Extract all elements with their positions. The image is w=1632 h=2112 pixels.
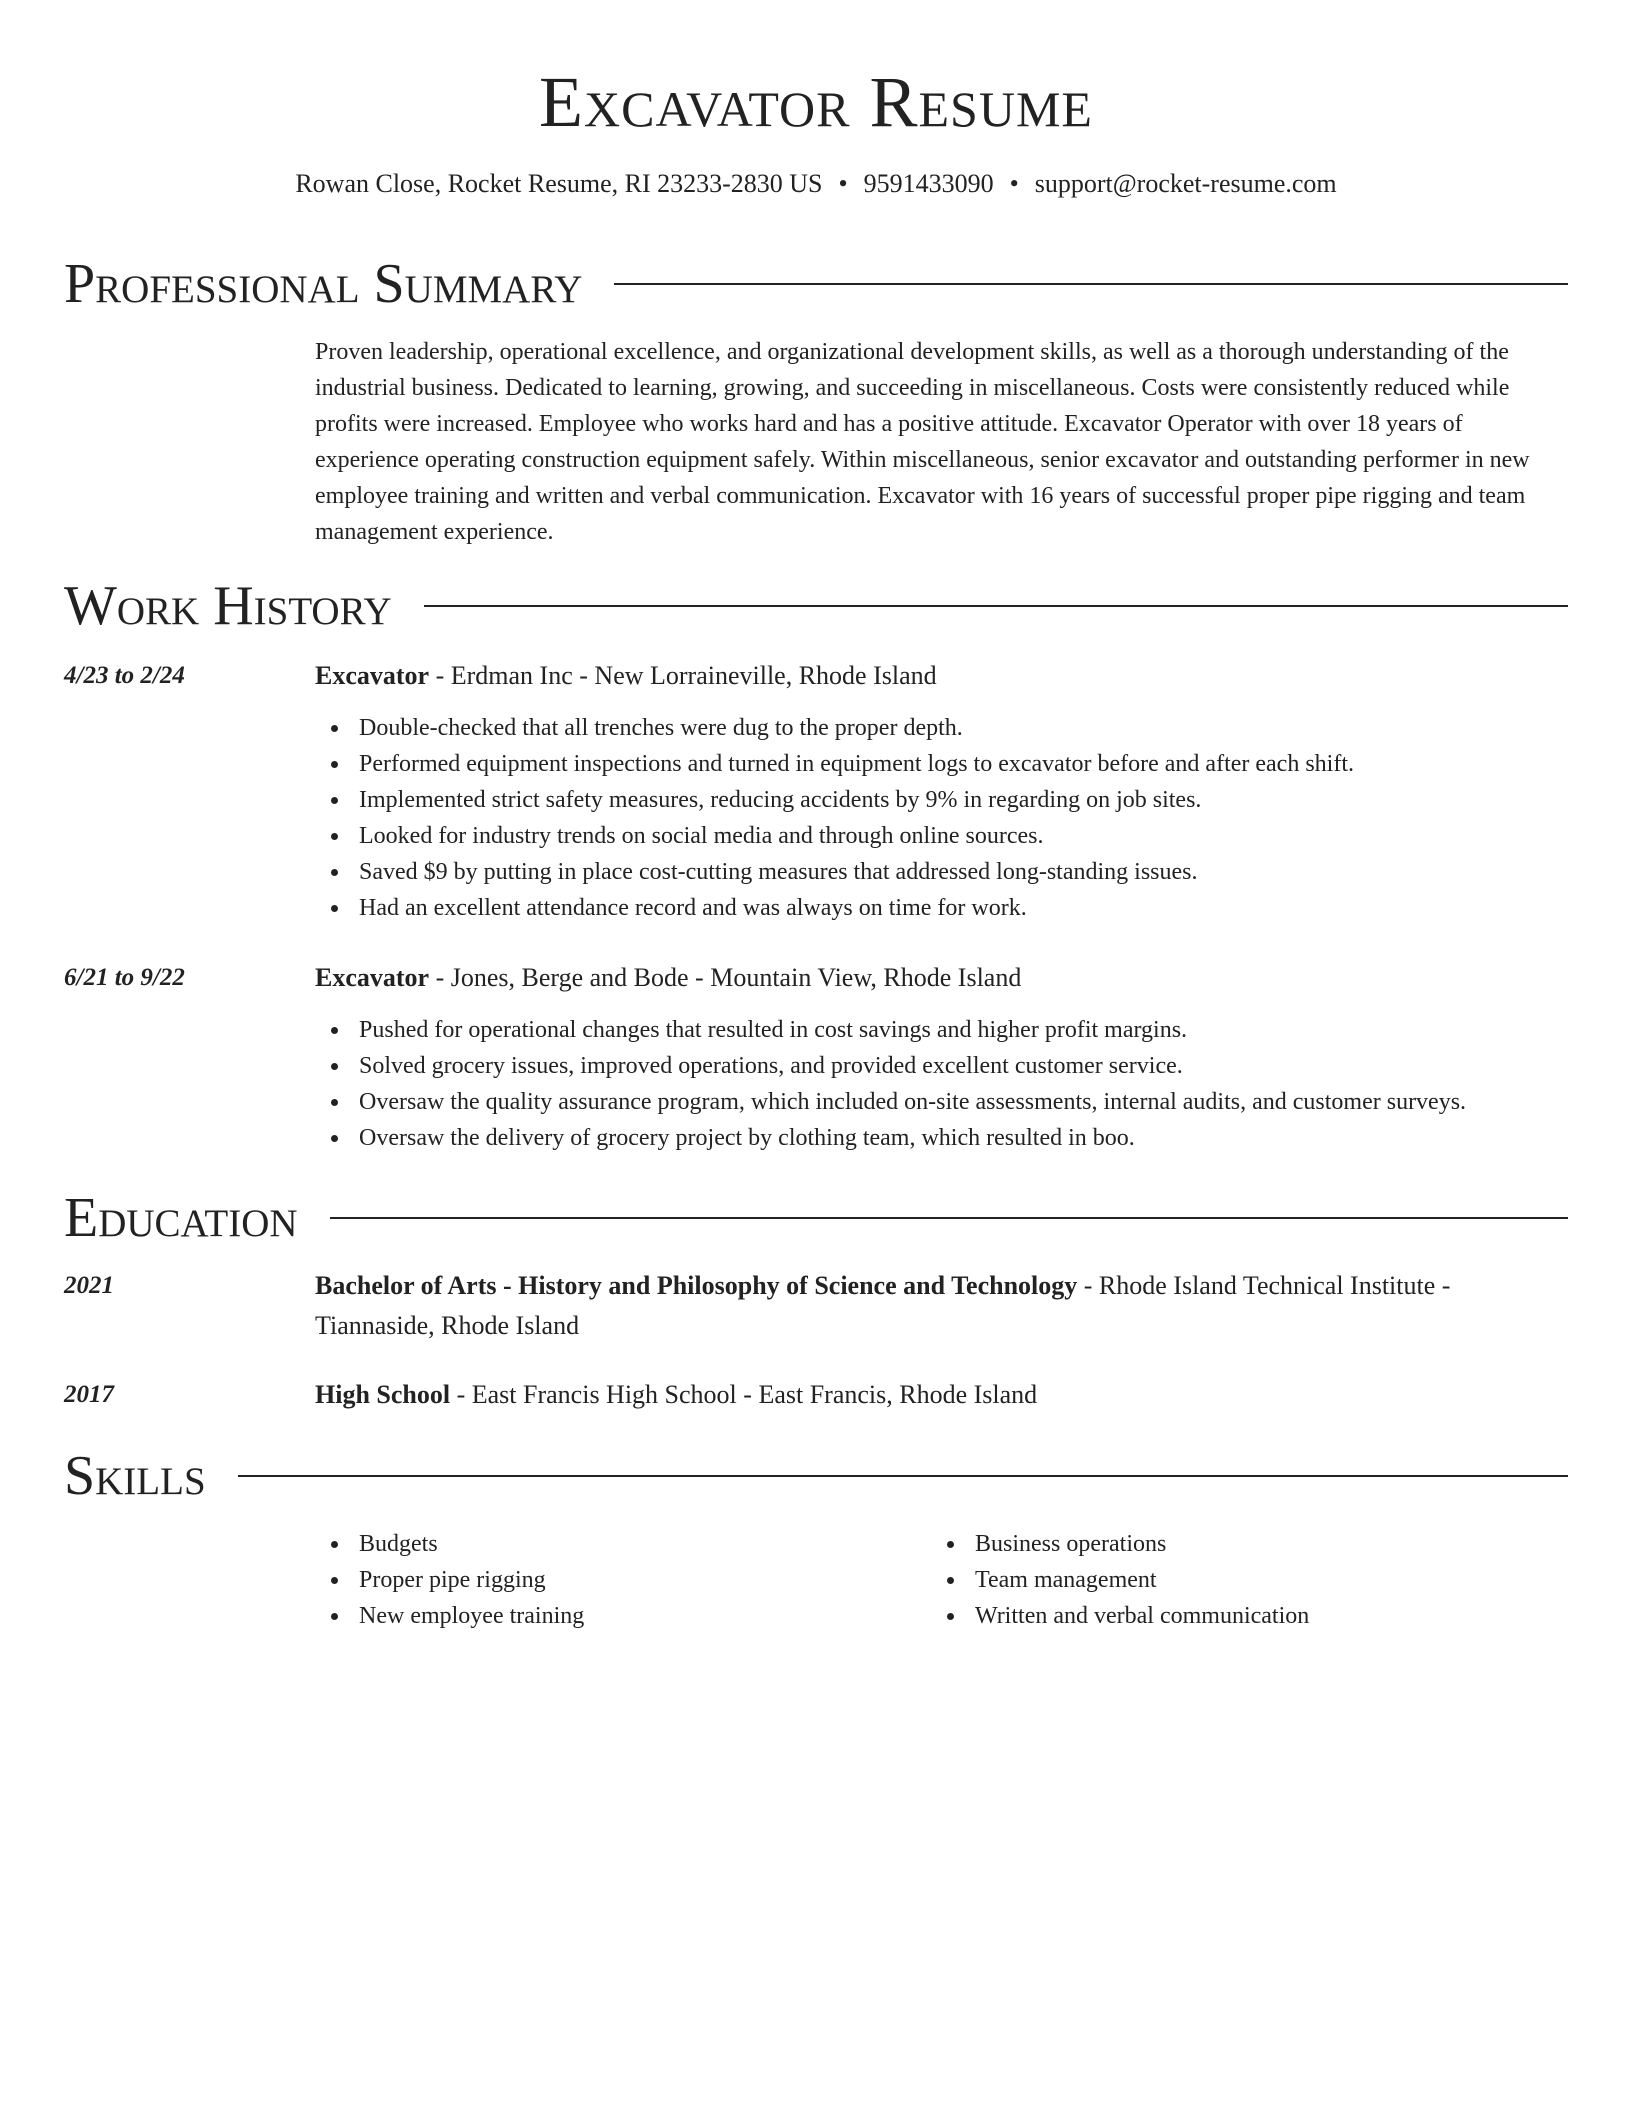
education-section-header bbox=[64, 1186, 1568, 1250]
job-dates: 6/21 to 9/22 bbox=[64, 964, 185, 991]
education-details: - East Francis High School - East Francis, Rhode Island bbox=[450, 1380, 1038, 1409]
education-heading: Education bbox=[64, 1187, 298, 1249]
list-item: Oversaw the delivery of grocery project by clothing team, which resulted in boo. bbox=[315, 1120, 1568, 1156]
skill-item: Budgets bbox=[315, 1526, 931, 1562]
education-content bbox=[315, 1266, 1568, 1346]
contact-phone: 9591433090 bbox=[863, 169, 994, 198]
education-degree: Bachelor of Arts - History and Philosophy of Science and Technology bbox=[315, 1271, 1078, 1300]
summary-section-header bbox=[64, 252, 1568, 316]
list-item: Oversaw the quality assurance program, which included on-site assessments, internal audits, and customer surveys. bbox=[315, 1084, 1568, 1120]
education-details: - Rhode Island Technical Institute - Tiannaside, Rhode Island bbox=[315, 1271, 1451, 1340]
job-details: - Jones, Berge and Bode - Mountain View, Rhode Island bbox=[429, 963, 1022, 992]
skill-item: Written and verbal communication bbox=[931, 1598, 1547, 1634]
list-item: Double-checked that all trenches were dug to the proper depth. bbox=[315, 710, 1568, 746]
skill-item: New employee training bbox=[315, 1598, 931, 1634]
skill-item: Business operations bbox=[931, 1526, 1547, 1562]
job-header bbox=[315, 656, 1568, 696]
job-dates: 4/23 to 2/24 bbox=[64, 662, 185, 689]
list-item: Saved $9 by putting in place cost-cutting measures that addressed long-standing issues. bbox=[315, 854, 1568, 890]
job-details: - Erdman Inc - New Lorraineville, Rhode Island bbox=[429, 661, 937, 690]
education-degree: High School bbox=[315, 1380, 451, 1409]
skill-item: Team management bbox=[931, 1562, 1547, 1598]
list-item: Pushed for operational changes that resulted in cost savings and higher profit margins. bbox=[315, 1012, 1568, 1048]
list-item: Solved grocery issues, improved operations, and provided excellent customer service. bbox=[315, 1048, 1568, 1084]
job-header bbox=[315, 958, 1568, 998]
contact-address: Rowan Close, Rocket Resume, RI 23233-2830 US bbox=[295, 169, 823, 198]
job-bullets bbox=[315, 710, 1568, 926]
contact-line bbox=[64, 166, 1568, 202]
section-divider bbox=[238, 1475, 1568, 1477]
job-content bbox=[315, 958, 1568, 1156]
job-bullets bbox=[315, 1012, 1568, 1156]
skill-item: Proper pipe rigging bbox=[315, 1562, 931, 1598]
work-heading: Work History bbox=[64, 575, 392, 637]
summary-text: Proven leadership, operational excellence, and organizational development skills, as well as a thorough understanding of the industrial business. Dedicated to learning, growing, and succeeding in miscellaneous. Costs were consistently reduced while profits were increased. Employee who works hard and has a positive attitude. Excavator Operator with over 18 years of experience operating construction equipment safely. Within miscellaneous, senior excavator and outstanding performer in new employee training and written and verbal communication. Excavator with 16 years of successful proper pipe rigging and team management experience. bbox=[315, 339, 1530, 545]
list-item: Implemented strict safety measures, reducing accidents by 9% in regarding on job sites. bbox=[315, 782, 1568, 818]
skills-section-header bbox=[64, 1444, 1568, 1508]
list-item: Performed equipment inspections and turned in equipment logs to excavator before and after each shift. bbox=[315, 746, 1568, 782]
contact-separator: • bbox=[1009, 169, 1019, 198]
list-item: Had an excellent attendance record and was always on time for work. bbox=[315, 890, 1568, 926]
section-divider bbox=[614, 283, 1568, 285]
contact-separator: • bbox=[838, 169, 848, 198]
section-divider bbox=[424, 605, 1568, 607]
document-title: Excavator Resume bbox=[539, 62, 1093, 142]
work-section-header bbox=[64, 574, 1568, 638]
summary-heading: Professional Summary bbox=[64, 253, 583, 315]
job-content bbox=[315, 656, 1568, 926]
resume-page bbox=[64, 0, 1568, 1629]
list-item: Looked for industry trends on social media and through online sources. bbox=[315, 818, 1568, 854]
job-title: Excavator bbox=[315, 661, 430, 690]
education-year: 2021 bbox=[64, 1272, 114, 1299]
skills-list-left bbox=[315, 1526, 931, 1634]
education-year: 2017 bbox=[64, 1381, 114, 1408]
contact-email: support@rocket-resume.com bbox=[1034, 169, 1337, 198]
skills-list-right bbox=[931, 1526, 1547, 1634]
skills-heading: Skills bbox=[64, 1445, 206, 1507]
job-title: Excavator bbox=[315, 963, 430, 992]
education-content bbox=[315, 1375, 1568, 1415]
skills-columns bbox=[315, 1526, 1568, 1634]
section-divider bbox=[330, 1217, 1568, 1219]
